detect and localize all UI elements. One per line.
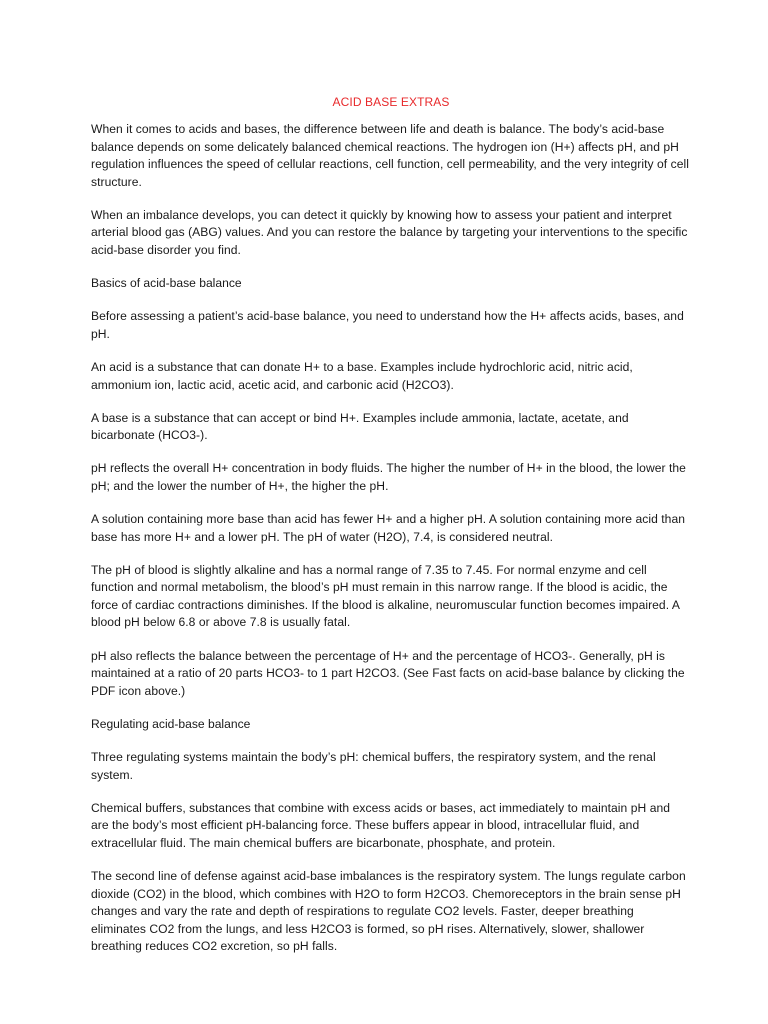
paragraph-respiratory-system: The second line of defense against acid-base imbalances is the respiratory system. The lungs regulate carbon dioxide (CO2) in the blood, which combines with H2O to form H2CO3. Chemoreceptors in the brain sense pH changes and vary the rate and depth of respirations to regulate CO2 levels. Faster, deeper breathing eliminates CO2 from the lungs, and less H2CO3 is formed, so pH rises. Alternatively, slower, shallower breathing reduces CO2 excretion, so pH falls. [91, 868, 686, 954]
paragraph-imbalance: When an imbalance develops, you can detect it quickly by knowing how to assess your patient and interpret arterial blood gas (ABG) values. And you can restore the balance by targeting your interventions to the specific acid-base disorder you find. [91, 207, 688, 258]
paragraph-acid-definition: An acid is a substance that can donate H+ to a base. Examples include hydrochloric acid, nitric acid, ammonium ion, lactic acid, acetic acid, and carbonic acid (H2CO3). [91, 359, 633, 392]
paragraph-solution-ph: A solution containing more base than acid has fewer H+ and a higher pH. A solution containing more acid than base has more H+ and a lower pH. The pH of water (H2O), 7.4, is considered neutral. [91, 512, 685, 544]
section-heading-basics: Basics of acid-base balance [91, 276, 242, 291]
paragraph-before-assessing: Before assessing a patient’s acid-base balance, you need to understand how the H+ affects acids, bases, and pH. [91, 309, 684, 341]
document-page [91, 93, 691, 971]
paragraph-blood-ph: The pH of blood is slightly alkaline and has a normal range of 7.35 to 7.45. For normal enzyme and cell function and normal metabolism, the blood’s pH must remain in this narrow range. If the blood is acidic, the force of cardiac contractions diminishes. If the blood is alkaline, neuromuscular function becomes impaired. A blood pH below 6.8 or above 7.8 is usually fatal. [91, 562, 680, 630]
paragraph-chemical-buffers: Chemical buffers, substances that combine with excess acids or bases, act immediately to maintain pH and are the body’s most efficient pH-balancing force. These buffers appear in blood, intracellular fluid, and extracellular fluid. The main chemical buffers are bicarbonate, phosphate, and protein. [91, 800, 671, 850]
paragraph-ph-ratio: pH also reflects the balance between the percentage of H+ and the percentage of HCO3-. Generally, pH is maintained at a ratio of 20 parts HCO3- to 1 part H2CO3. (See Fast facts on acid-base balance by clicking the PDF icon above.) [91, 648, 685, 698]
section-heading-regulating: Regulating acid-base balance [91, 716, 251, 731]
paragraph-three-systems: Three regulating systems maintain the body’s pH: chemical buffers, the respiratory system, and the renal system. [91, 749, 656, 782]
document-title: ACID BASE EXTRAS [332, 95, 450, 109]
paragraph-ph-concentration: pH reflects the overall H+ concentration in body fluids. The higher the number of H+ in the blood, the lower the pH; and the lower the number of H+, the higher the pH. [91, 461, 686, 493]
paragraph-intro: When it comes to acids and bases, the difference between life and death is balance. The body’s acid-base balance depends on some delicately balanced chemical reactions. The hydrogen ion (H+) affects pH, and pH regulation influences the speed of cellular reactions, cell function, cell permeability, and the very integrity of cell structure. [91, 122, 689, 189]
paragraph-base-definition: A base is a substance that can accept or bind H+. Examples include ammonia, lactate, acetate, and bicarbonate (HCO3-). [91, 410, 629, 443]
